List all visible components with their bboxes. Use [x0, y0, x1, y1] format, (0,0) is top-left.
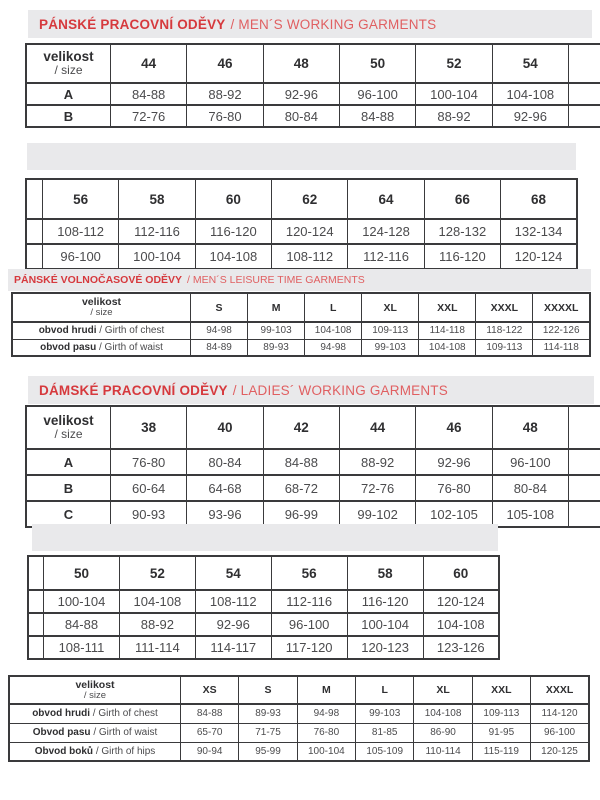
measurement-cell: 132-134	[501, 219, 577, 244]
table-grid-ladies-measurements-xs-xxxl	[8, 675, 590, 762]
measurement-cell: 109-113	[362, 322, 419, 339]
size-header-label-cell: velikost / size	[26, 406, 111, 449]
measurement-cell: 109-113	[472, 704, 530, 723]
measurement-cell: 72-76	[339, 475, 415, 501]
size-header-cell: 68	[501, 179, 577, 219]
size-header-cell	[569, 44, 600, 83]
measurement-cell: 84-88	[181, 704, 239, 723]
measurement-cell: 100-104	[416, 83, 492, 105]
size-header-cell: 60	[195, 179, 271, 219]
measurement-cell	[569, 475, 600, 501]
size-header-cell: 44	[111, 44, 187, 83]
size-header-cell: 42	[263, 406, 339, 449]
size-header-cell: XXXXL	[533, 293, 590, 322]
section-title-english: / MEN´S WORKING GARMENTS	[230, 16, 437, 32]
measurement-cell: 92-96	[492, 105, 568, 127]
measurement-cell: 128-132	[424, 219, 500, 244]
measurement-cell: 105-108	[492, 501, 568, 527]
table-mens-working-sizes-56-68	[25, 178, 578, 270]
size-header-label-cell: velikost / size	[26, 44, 111, 83]
table-mens-working-sizes-44-54	[25, 43, 600, 128]
measurement-cell: 116-120	[347, 590, 423, 613]
size-header-cell: 48	[263, 44, 339, 83]
section-title-english: / MEN´S LEISURE TIME GARMENTS	[187, 274, 365, 286]
table-grid-ladies-working-sizes-38-48	[25, 405, 600, 528]
measurement-cell: 100-104	[347, 613, 423, 636]
size-header-cell: L	[305, 293, 362, 322]
measurement-cell: 84-88	[111, 83, 187, 105]
size-header-cell: 54	[492, 44, 568, 83]
measurement-cell: 110-114	[414, 742, 472, 761]
divider-band	[32, 524, 498, 551]
measurement-cell: 96-100	[531, 723, 589, 742]
measurement-cell: 112-116	[271, 590, 347, 613]
measurement-cell: 80-84	[187, 449, 263, 475]
size-header-cell: 58	[347, 556, 423, 590]
measurement-cell: 96-100	[339, 83, 415, 105]
size-header-cell: XL	[362, 293, 419, 322]
measurement-cell: 76-80	[111, 449, 187, 475]
row-label-cell: B	[26, 105, 111, 127]
measurement-cell: 100-104	[297, 742, 355, 761]
row-label-cell: C	[26, 501, 111, 527]
measurement-cell: 104-108	[423, 613, 499, 636]
size-header-cell: 44	[339, 406, 415, 449]
size-header-cell: XXXL	[531, 676, 589, 704]
size-header-cell: 56	[43, 179, 119, 219]
measurement-cell: 71-75	[239, 723, 297, 742]
table-ladies-working-sizes-38-48	[25, 405, 600, 528]
measurement-cell	[569, 83, 600, 105]
section-title-english: / LADIES´ WORKING GARMENTS	[232, 382, 448, 398]
measurement-cell: 76-80	[416, 475, 492, 501]
row-label-cell: Obvod boků / Girth of hips	[9, 742, 181, 761]
measurement-cell: 80-84	[492, 475, 568, 501]
measurement-cell: 120-123	[347, 636, 423, 659]
measurement-cell: 108-112	[195, 590, 271, 613]
size-header-cell: L	[356, 676, 414, 704]
measurement-cell: 96-99	[263, 501, 339, 527]
row-label-cell	[26, 219, 43, 244]
measurement-cell: 80-84	[263, 105, 339, 127]
measurement-cell: 92-96	[195, 613, 271, 636]
measurement-cell: 84-88	[263, 449, 339, 475]
measurement-cell: 89-93	[239, 704, 297, 723]
size-header-cell: XL	[414, 676, 472, 704]
measurement-cell: 84-88	[44, 613, 120, 636]
measurement-cell: 99-103	[362, 339, 419, 356]
table-mens-leisure-sizes	[11, 292, 591, 357]
measurement-cell: 120-124	[272, 219, 348, 244]
measurement-cell: 92-96	[263, 83, 339, 105]
measurement-cell: 116-120	[195, 219, 271, 244]
measurement-cell: 122-126	[533, 322, 590, 339]
measurement-cell: 118-122	[476, 322, 533, 339]
table-grid-ladies-working-sizes-50-60	[27, 555, 500, 660]
measurement-cell: 72-76	[111, 105, 187, 127]
measurement-cell: 92-96	[416, 449, 492, 475]
size-header-cell: 48	[492, 406, 568, 449]
size-header-cell: 52	[416, 44, 492, 83]
measurement-cell: 88-92	[339, 449, 415, 475]
row-label-cell: obvod hrudi / Girth of chest	[9, 704, 181, 723]
size-header-cell: 50	[44, 556, 120, 590]
measurement-cell: 96-100	[492, 449, 568, 475]
size-header-cell: 40	[187, 406, 263, 449]
measurement-cell: 108-111	[44, 636, 120, 659]
size-header-cell: 54	[195, 556, 271, 590]
measurement-cell: 114-117	[195, 636, 271, 659]
row-label-cell: B	[26, 475, 111, 501]
measurement-cell: 68-72	[263, 475, 339, 501]
measurement-cell: 76-80	[297, 723, 355, 742]
measurement-cell: 108-112	[272, 244, 348, 269]
measurement-cell: 99-103	[248, 322, 305, 339]
measurement-cell: 94-98	[297, 704, 355, 723]
measurement-cell: 114-120	[531, 704, 589, 723]
size-header-cell: 46	[187, 44, 263, 83]
measurement-cell: 89-93	[248, 339, 305, 356]
table-ladies-measurements	[8, 675, 590, 762]
row-label-cell	[26, 244, 43, 269]
row-label-cell: obvod pasu / Girth of waist	[12, 339, 191, 356]
size-header-label-cell: velikost / size	[9, 676, 181, 704]
measurement-cell: 94-98	[191, 322, 248, 339]
measurement-cell: 64-68	[187, 475, 263, 501]
measurement-cell: 104-108	[419, 339, 476, 356]
row-label-cell	[28, 590, 44, 613]
row-label-cell: obvod hrudi / Girth of chest	[12, 322, 191, 339]
section-title-mens-working	[28, 10, 592, 38]
measurement-cell: 104-108	[119, 590, 195, 613]
measurement-cell: 104-108	[492, 83, 568, 105]
measurement-cell: 84-89	[191, 339, 248, 356]
divider-band	[27, 143, 576, 170]
row-label-cell	[28, 613, 44, 636]
measurement-cell: 120-125	[531, 742, 589, 761]
size-header-cell: 52	[119, 556, 195, 590]
size-header-cell: 50	[339, 44, 415, 83]
measurement-cell: 114-118	[533, 339, 590, 356]
section-title-czech: DÁMSKÉ PRACOVNÍ ODĚVY	[39, 382, 228, 398]
size-header-cell: XS	[181, 676, 239, 704]
measurement-cell: 88-92	[187, 83, 263, 105]
size-header-cell	[569, 406, 600, 449]
size-header-cell: 64	[348, 179, 424, 219]
measurement-cell: 112-116	[119, 219, 195, 244]
measurement-cell: 90-93	[111, 501, 187, 527]
size-header-label-cell	[26, 179, 43, 219]
measurement-cell: 99-103	[356, 704, 414, 723]
measurement-cell: 117-120	[271, 636, 347, 659]
size-header-cell: S	[191, 293, 248, 322]
measurement-cell: 84-88	[339, 105, 415, 127]
measurement-cell: 91-95	[472, 723, 530, 742]
measurement-cell: 102-105	[416, 501, 492, 527]
measurement-cell: 90-94	[181, 742, 239, 761]
measurement-cell: 111-114	[119, 636, 195, 659]
measurement-cell: 76-80	[187, 105, 263, 127]
row-label-cell	[28, 636, 44, 659]
measurement-cell: 115-119	[472, 742, 530, 761]
measurement-cell: 112-116	[348, 244, 424, 269]
table-grid-mens-leisure-sizes	[11, 292, 591, 357]
measurement-cell: 60-64	[111, 475, 187, 501]
row-label-cell: Obvod pasu / Girth of waist	[9, 723, 181, 742]
measurement-cell: 93-96	[187, 501, 263, 527]
measurement-cell: 114-118	[419, 322, 476, 339]
measurement-cell	[569, 449, 600, 475]
size-header-label-cell: velikost / size	[12, 293, 191, 322]
size-header-cell: 46	[416, 406, 492, 449]
measurement-cell: 96-100	[271, 613, 347, 636]
measurement-cell: 108-112	[43, 219, 119, 244]
table-grid-mens-working-sizes-44-54	[25, 43, 600, 128]
measurement-cell: 99-102	[339, 501, 415, 527]
measurement-cell	[569, 501, 600, 527]
measurement-cell: 88-92	[119, 613, 195, 636]
measurement-cell: 123-126	[423, 636, 499, 659]
section-title-mens-leisure	[8, 269, 591, 291]
size-header-cell: 56	[271, 556, 347, 590]
measurement-cell: 88-92	[416, 105, 492, 127]
size-header-cell: M	[297, 676, 355, 704]
measurement-cell: 94-98	[305, 339, 362, 356]
measurement-cell: 100-104	[44, 590, 120, 613]
measurement-cell: 120-124	[501, 244, 577, 269]
section-title-czech: PÁNSKÉ VOLNOČASOVÉ ODĚVY	[14, 274, 183, 286]
table-grid-mens-working-sizes-56-68	[25, 178, 578, 270]
size-header-cell: 62	[272, 179, 348, 219]
measurement-cell: 100-104	[119, 244, 195, 269]
size-header-cell: 66	[424, 179, 500, 219]
size-header-cell: XXL	[419, 293, 476, 322]
size-header-cell: S	[239, 676, 297, 704]
measurement-cell: 95-99	[239, 742, 297, 761]
row-label-cell: A	[26, 449, 111, 475]
measurement-cell: 109-113	[476, 339, 533, 356]
measurement-cell: 104-108	[195, 244, 271, 269]
measurement-cell: 86-90	[414, 723, 472, 742]
size-header-cell: 38	[111, 406, 187, 449]
measurement-cell: 81-85	[356, 723, 414, 742]
row-label-cell: A	[26, 83, 111, 105]
measurement-cell: 116-120	[424, 244, 500, 269]
size-header-cell: 60	[423, 556, 499, 590]
size-header-cell: XXXL	[476, 293, 533, 322]
measurement-cell: 65-70	[181, 723, 239, 742]
table-ladies-working-sizes-50-60	[27, 555, 500, 660]
measurement-cell	[569, 105, 600, 127]
measurement-cell: 124-128	[348, 219, 424, 244]
measurement-cell: 104-108	[305, 322, 362, 339]
section-title-ladies-working	[28, 376, 594, 404]
section-title-czech: PÁNSKÉ PRACOVNÍ ODĚVY	[39, 16, 226, 32]
size-header-cell: XXL	[472, 676, 530, 704]
size-header-label-cell	[28, 556, 44, 590]
size-header-cell: 58	[119, 179, 195, 219]
measurement-cell: 120-124	[423, 590, 499, 613]
measurement-cell: 104-108	[414, 704, 472, 723]
measurement-cell: 105-109	[356, 742, 414, 761]
size-header-cell: M	[248, 293, 305, 322]
measurement-cell: 96-100	[43, 244, 119, 269]
